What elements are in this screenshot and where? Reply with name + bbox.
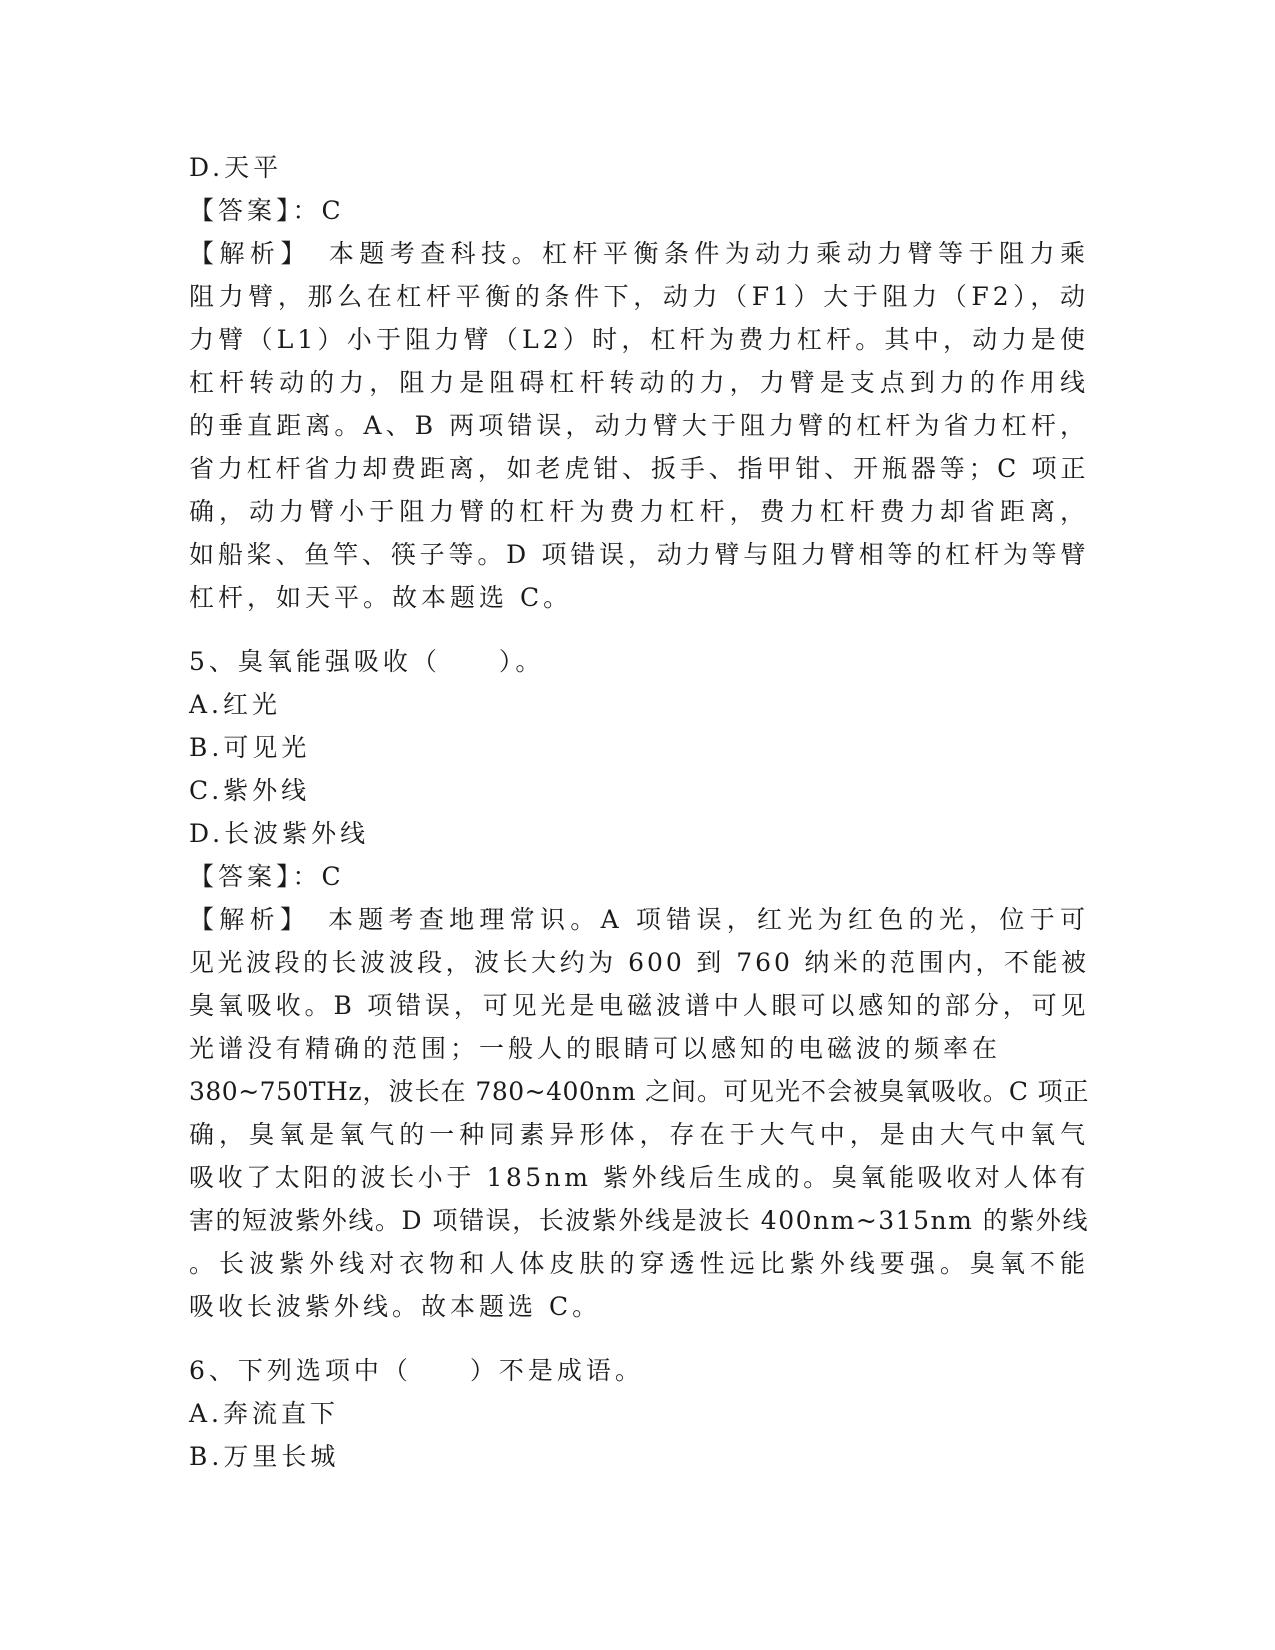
q4-analysis-line: 阻力臂，那么在杠杆平衡的条件下，动力（F1）大于阻力（F2），动 xyxy=(189,282,1089,311)
q5-analysis-line: 确，臭氧是氧气的一种同素异形体，存在于大气中，是由大气中氧气 xyxy=(189,1120,1089,1149)
q6-question: 6、下列选项中（ ）不是成语。 xyxy=(189,1356,644,1385)
q6-option-a: A.奔流直下 xyxy=(189,1399,340,1428)
q5-analysis-line: 【解析】 本题考查地理常识。A 项错误，红光为红色的光，位于可 xyxy=(189,905,1089,934)
q5-option-d: D.长波紫外线 xyxy=(189,819,370,848)
q5-analysis-line: 吸收长波紫外线。故本题选 C。 xyxy=(189,1292,602,1321)
q5-analysis xyxy=(189,898,1089,1328)
q5-analysis-line: 见光波段的长波波段，波长大约为 600 到 760 纳米的范围内，不能被 xyxy=(189,948,1089,977)
q4-analysis-line: 杠杆转动的力，阻力是阻碍杠杆转动的力，力臂是支点到力的作用线 xyxy=(189,368,1089,397)
q4-option-d: D.天平 xyxy=(189,153,283,182)
q4-answer: 【答案】：C xyxy=(189,196,345,225)
q5-option-c: C.紫外线 xyxy=(189,776,311,805)
q5-analysis-line: 。长波紫外线对衣物和人体皮肤的穿透性远比紫外线要强。臭氧不能 xyxy=(189,1249,1089,1278)
q5-question: 5、臭氧能强吸收（ ）。 xyxy=(189,647,545,676)
q4-analysis-line: 力臂（L1）小于阻力臂（L2）时，杠杆为费力杠杆。其中，动力是使 xyxy=(189,325,1089,354)
q4-analysis-line: 杠杆，如天平。故本题选 C。 xyxy=(189,583,573,612)
q5-option-b: B.可见光 xyxy=(189,733,311,762)
q4-analysis-line: 【解析】 本题考查科技。杠杆平衡条件为动力乘动力臂等于阻力乘 xyxy=(189,239,1089,268)
q4-analysis-line: 如船桨、鱼竿、筷子等。D 项错误，动力臂与阻力臂相等的杠杆为等臂 xyxy=(189,540,1089,569)
q5-analysis-line: 害的短波紫外线。D 项错误，长波紫外线是波长 400nm~315nm 的紫外线 xyxy=(189,1206,1089,1235)
q5-answer: 【答案】：C xyxy=(189,862,345,891)
q5-analysis-line: 吸收了太阳的波长小于 185nm 紫外线后生成的。臭氧能吸收对人体有 xyxy=(189,1163,1089,1192)
q4-analysis-line: 确，动力臂小于阻力臂的杠杆为费力杠杆，费力杠杆费力却省距离， xyxy=(189,497,1089,526)
q4-analysis xyxy=(189,232,1089,619)
q4-analysis-line: 的垂直距离。A、B 两项错误，动力臂大于阻力臂的杠杆为省力杠杆， xyxy=(189,411,1089,440)
q5-analysis-line: 光谱没有精确的范围；一般人的眼睛可以感知的电磁波的频率在 xyxy=(189,1034,1002,1063)
q6-option-b: B.万里长城 xyxy=(189,1442,340,1471)
document-page xyxy=(189,146,1089,1478)
q5-analysis-line: 380~750THz，波长在 780~400nm 之间。可见光不会被臭氧吸收。C 项正 xyxy=(189,1077,1089,1106)
q5-option-a: A.红光 xyxy=(189,690,282,719)
q5-analysis-line: 臭氧吸收。B 项错误，可见光是电磁波谱中人眼可以感知的部分，可见 xyxy=(189,991,1089,1020)
q4-analysis-line: 省力杠杆省力却费距离，如老虎钳、扳手、指甲钳、开瓶器等；C 项正 xyxy=(189,454,1089,483)
